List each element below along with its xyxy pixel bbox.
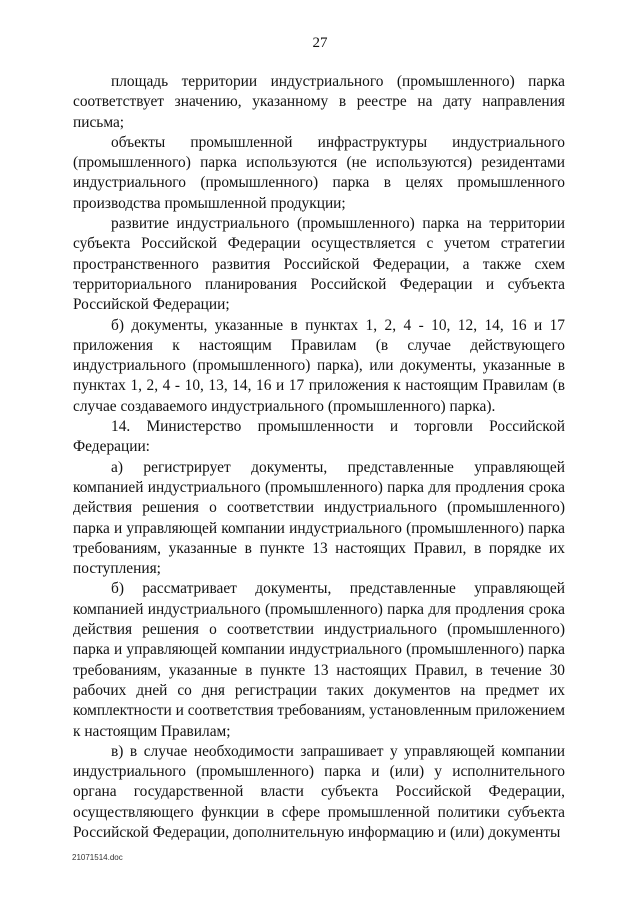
- paragraph-park-area: площадь территории индустриального (промышленного) парка соответствует значению, указанному в реестре на дату направления письма;: [73, 73, 565, 131]
- paragraph-item-a-registers: а) регистрирует документы, представленные управляющей компанией индустриального (промышленного) парка для продления срока действия решения о соответствии индустриального (промышленного) парка и управляющей компании индустриального (промышленного) парка требованиям, указанные в пункте 13 настоящих Правил, в порядке их поступления;: [73, 458, 565, 578]
- document-body: [73, 72, 565, 843]
- paragraph-item-v-requests: в) в случае необходимости запрашивает у управляющей компании индустриального (промышленного) парка и (или) у исполнительного органа государственной власти субъекта Российской Федерации, осуществляющего функции в сфере промышленной политики субъекта Российской Федерации, дополнительную информацию и (или) документы: [73, 742, 565, 841]
- document-filename-footer: 21071514.doc: [72, 853, 123, 862]
- page-number: 27: [312, 35, 328, 51]
- paragraph-item-b-documents: б) документы, указанные в пунктах 1, 2, 4 - 10, 12, 14, 16 и 17 приложения к настоящим Правилам (в случае действующего индустриального (промышленного) парка), или документы, указанные в пунктах 1, 2, 4 - 10, 13, 14, 16 и 17 приложения к настоящим Правилам (в случае создаваемого индустриального (промышленного) парка).: [73, 316, 565, 415]
- paragraph-clause-14: 14. Министерство промышленности и торговли Российской Федерации:: [73, 418, 565, 456]
- paragraph-infrastructure-objects: объекты промышленной инфраструктуры индустриального (промышленного) парка используются (не используются) резидентами индустриального (промышленного) парка в целях промышленного производства промышленной продукции;: [73, 133, 565, 212]
- paragraph-park-development: развитие индустриального (промышленного) парка на территории субъекта Российской Федерации осуществляется с учетом стратегии пространственного развития Российской Федерации, а также схем территориального планирования Российской Федерации и субъекта Российской Федерации;: [73, 215, 565, 314]
- paragraph-item-b-reviews: б) рассматривает документы, представленные управляющей компанией индустриального (промышленного) парка для продления срока действия решения о соответствии индустриального (промышленного) парка и управляющей компании индустриального (промышленного) парка требованиям, указанные в пункте 13 настоящих Правил, в течение 30 рабочих дней со дня регистрации таких документов на предмет их комплектности и соответствия требованиям, установленным приложением к настоящим Правилам;: [73, 580, 565, 740]
